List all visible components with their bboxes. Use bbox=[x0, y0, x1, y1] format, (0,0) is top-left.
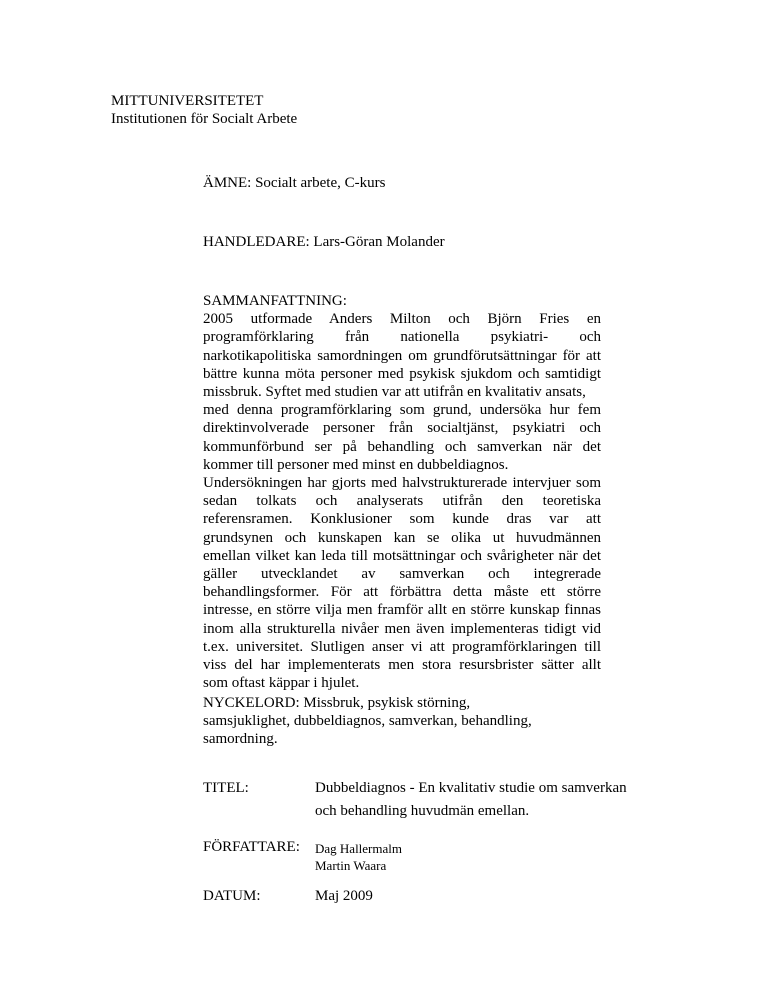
summary-line: intresse, en större vilja men framför allt en större kunskap finnas bbox=[203, 602, 601, 619]
authors-label: FÖRFATTARE: bbox=[203, 839, 300, 855]
title-line: Dubbeldiagnos - En kvalitativ studie om samverkan bbox=[315, 780, 627, 796]
keywords-section bbox=[203, 694, 601, 749]
summary-heading: SAMMANFATTNING: bbox=[203, 293, 347, 309]
summary-line: t.ex. universitet. Slutligen anser vi att programförklaringen till bbox=[203, 638, 601, 655]
date-value: Maj 2009 bbox=[315, 888, 373, 904]
subject-line: ÄMNE: Socialt arbete, C-kurs bbox=[203, 175, 386, 191]
summary-line: behandlingsformer. För att förbättra detta måste ett större bbox=[203, 584, 601, 601]
title-value bbox=[315, 777, 627, 823]
author-name: Martin Waara bbox=[315, 858, 387, 873]
university-name: MITTUNIVERSITETET bbox=[111, 93, 264, 109]
summary-line: viss del har implementerats men stora resursbrister sätter allt bbox=[203, 657, 601, 674]
institution-name: Institutionen för Socialt Arbete bbox=[111, 111, 298, 128]
summary-line: missbruk. Syftet med studien var att utifrån en kvalitativ ansats, bbox=[203, 384, 586, 401]
author-name: Dag Hallermalm bbox=[315, 841, 402, 856]
summary-line: narkotikapolitiska samordningen om grundförutsättningar för att bbox=[203, 347, 601, 364]
document-header bbox=[111, 92, 297, 128]
summary-line: inom alla strukturella nivåer men även implementeras tidigt vid bbox=[203, 620, 601, 637]
keywords-line: samordning. bbox=[203, 731, 278, 748]
summary-line: programförklaring från nationella psykiatri- och bbox=[203, 329, 601, 346]
summary-section bbox=[203, 292, 601, 692]
summary-line: grundsynen och kunskapen kan se olika ut huvudmännen bbox=[203, 529, 601, 546]
title-label: TITEL: bbox=[203, 780, 249, 796]
summary-line: 2005 utformade Anders Milton och Björn Fries en bbox=[203, 311, 601, 328]
supervisor-line: HANDLEDARE: Lars-Göran Molander bbox=[203, 234, 445, 250]
summary-line: gäller utvecklandet av samverkan och integrerade bbox=[203, 566, 601, 583]
summary-line: sedan tolkats och analyserats utifrån den teoretiska bbox=[203, 493, 601, 510]
summary-line: kommunförbund ser på behandling och samverkan när det bbox=[203, 438, 601, 455]
keywords-line: NYCKELORD: Missbruk, psykisk störning, bbox=[203, 695, 471, 711]
date-label: DATUM: bbox=[203, 888, 261, 904]
summary-line: med denna programförklaring som grund, undersöka hur fem bbox=[203, 402, 601, 419]
keywords-line: samsjuklighet, dubbeldiagnos, samverkan, behandling, bbox=[203, 713, 532, 730]
authors-list bbox=[315, 840, 402, 874]
summary-text bbox=[203, 310, 601, 692]
summary-line: referensramen. Konklusioner som kunde dras var att bbox=[203, 511, 601, 528]
title-line: och behandling huvudmän emellan. bbox=[315, 803, 530, 819]
summary-line: Undersökningen har gjorts med halvstrukturerade intervjuer som bbox=[203, 475, 601, 492]
summary-line: emellan vilket kan leda till motsättningar och svårigheter när det bbox=[203, 547, 601, 564]
summary-line: direktinvolverade personer från socialtjänst, psykiatri och bbox=[203, 420, 601, 437]
summary-line: som oftast käppar i hjulet. bbox=[203, 675, 360, 692]
summary-line: kommer till personer med minst en dubbeldiagnos. bbox=[203, 456, 509, 473]
summary-line: bättre kunna möta personer med psykisk sjukdom och samtidigt bbox=[203, 365, 601, 382]
